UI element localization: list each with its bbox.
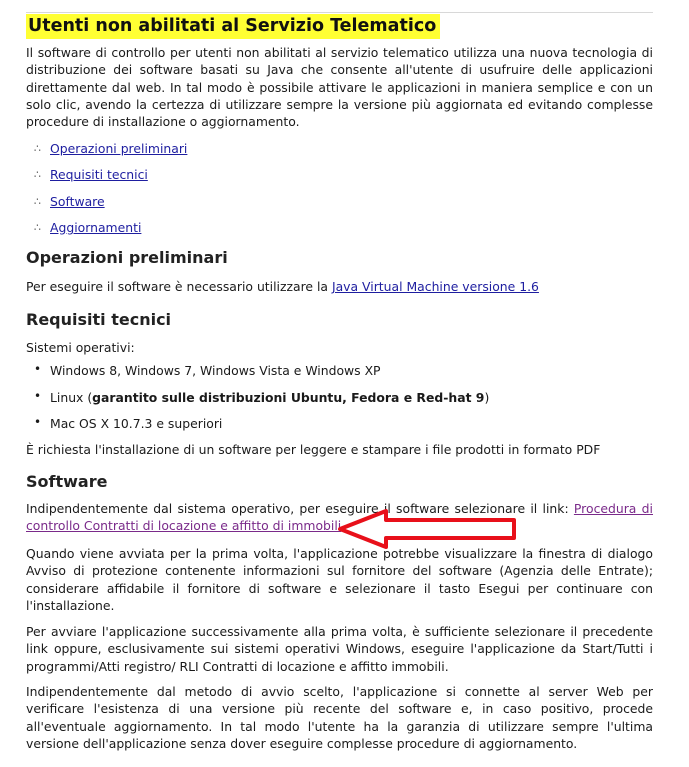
- toc-item: [26, 140, 187, 157]
- os-linux-suffix: ): [484, 390, 490, 405]
- software-link-intro: Indipendentemente dal sistema operativo, per eseguire il software selezionare il link:: [26, 501, 574, 516]
- toc-link-software[interactable]: Software: [50, 194, 105, 209]
- toc-bullet-icon: ∴: [34, 142, 41, 155]
- page-title: Utenti non abilitati al Servizio Telematico: [26, 14, 440, 39]
- software-paragraph-4: Indipendentemente dal metodo di avvio scelto, l'applicazione si connette al server Web per verificare l'esistenza di una versione più recente del software e, in caso positivo, procede all'eventuale aggiornamento. In tal modo l'utente ha la garanzia di utilizzare sempre l'ultima versione dell'applicazione senza dover eseguire complesse procedure di aggiornamento.: [26, 684, 653, 751]
- bullet-icon: •: [34, 362, 42, 376]
- os-linux-bold: garantito sulle distribuzioni Ubuntu, Fedora e Red-hat 9: [92, 390, 485, 405]
- bullet-icon: •: [34, 389, 42, 403]
- heading-operazioni: Operazioni preliminari: [26, 248, 228, 267]
- toc-item: [26, 219, 141, 236]
- toc-item: [26, 166, 148, 183]
- preliminari-paragraph: [26, 278, 653, 295]
- os-label: Sistemi operativi:: [26, 340, 135, 355]
- list-item: [26, 389, 489, 406]
- java-vm-link[interactable]: Java Virtual Machine versione 1.6: [331, 279, 539, 294]
- bullet-icon: •: [34, 415, 42, 429]
- top-divider: [26, 12, 653, 13]
- software-paragraph-2: Quando viene avviata per la prima volta, l'applicazione potrebbe visualizzare la finestra di dialogo Avviso di protezione contenente informazioni sul fornitore del software (Agenzia delle Entrate); considerare affidabile il fornitore di software e selezionare il tasto Esegui per continuare con l'installazione.: [26, 546, 653, 613]
- heading-software: Software: [26, 472, 108, 491]
- toc-link-requisiti[interactable]: Requisiti tecnici: [50, 167, 148, 182]
- toc-bullet-icon: ∴: [34, 221, 41, 234]
- toc-bullet-icon: ∴: [34, 195, 41, 208]
- toc-link-operazioni[interactable]: Operazioni preliminari: [50, 141, 188, 156]
- list-item: [26, 415, 222, 432]
- heading-requisiti: Requisiti tecnici: [26, 310, 172, 329]
- toc-bullet-icon: ∴: [34, 168, 41, 181]
- list-item: [26, 362, 381, 379]
- os-mac: Mac OS X 10.7.3 e superiori: [50, 416, 223, 431]
- preliminari-text: Per eseguire il software è necessario utilizzare la: [26, 279, 332, 294]
- toc-link-aggiornamenti[interactable]: Aggiornamenti: [50, 220, 142, 235]
- os-windows: Windows 8, Windows 7, Windows Vista e Windows XP: [50, 363, 381, 378]
- red-arrow-icon: [338, 507, 520, 551]
- software-paragraph-3: Per avviare l'applicazione successivamente alla prima volta, è sufficiente selezionare il precedente link oppure, esclusivamente sui sistemi operativi Windows, eseguire l'applicazione da Start/Tutti i programmi/Atti registro/ RLI Contratti di locazione e affitto immobili.: [26, 624, 653, 674]
- procedura-controllo-link[interactable]: Procedura di controllo Contratti di locazione e affitto di immobili: [26, 501, 653, 534]
- pdf-note: È richiesta l'installazione di un software per leggere e stampare i file prodotti in formato PDF: [26, 442, 601, 457]
- os-linux-prefix: Linux (: [50, 390, 93, 405]
- toc-item: [26, 193, 105, 210]
- intro-paragraph: Il software di controllo per utenti non abilitati al servizio telematico utilizza una nuova tecnologia di distribuzione dei software basati su Java che consente all'utente di usufruire delle applicazioni direttamente dal web. In tal modo è possibile attivare le applicazioni in maniera semplice e con un solo clic, avendo la certezza di utilizzare sempre la versione più aggiornata ed evitando complesse procedure di installazione o aggiornamento.: [26, 45, 653, 130]
